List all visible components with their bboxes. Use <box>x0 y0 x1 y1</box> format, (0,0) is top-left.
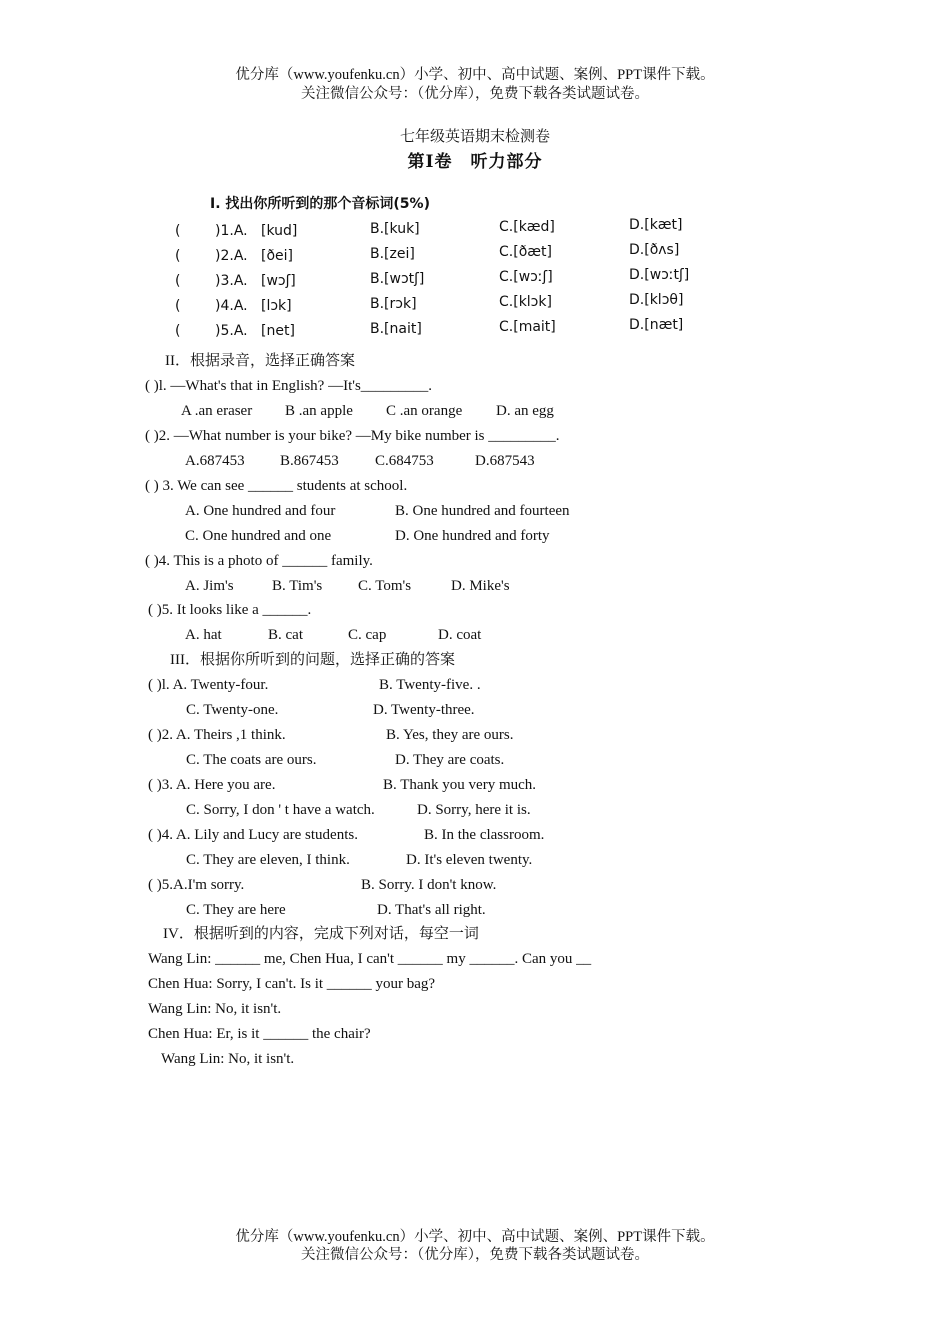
answer-paren: ( <box>175 298 181 314</box>
row-number: )4.A. <box>215 298 248 314</box>
option-c: C. They are eleven, I think. <box>186 852 350 868</box>
option-b: B.[zei] <box>370 246 415 262</box>
option-b: B.[kuk] <box>370 221 420 237</box>
option-d: D.[ðʌs] <box>629 242 680 258</box>
option-d: D. That's all right. <box>377 902 486 918</box>
answer-paren: ( <box>175 248 181 264</box>
option-b: B.[rɔk] <box>370 296 417 312</box>
row-number: )1.A. <box>215 223 248 239</box>
option-b: B.867453 <box>280 453 339 469</box>
option-c: C. They are here <box>186 902 286 918</box>
option-a: A. Jim's <box>185 578 234 594</box>
question-2-1: ( )l. —What's that in English? —It's_________. <box>145 378 433 394</box>
section-4-heading: IV．根据听到的内容，完成下列对话，每空一词 <box>163 926 479 942</box>
option-c: C.[kæd] <box>499 219 555 235</box>
row-number: )5.A. <box>215 323 248 339</box>
option-a: A. One hundred and four <box>185 503 336 519</box>
option-d: D.[næt] <box>629 317 684 333</box>
section-1-heading: Ⅰ. 找出你所听到的那个音标词(5%) <box>210 196 430 212</box>
option-c: C .an orange <box>386 403 463 419</box>
option-c: C. Twenty-one. <box>186 702 279 718</box>
option-a: [wɔʃ] <box>261 273 296 289</box>
question-3-1: ( )l. A. Twenty-four. <box>148 677 269 693</box>
option-d: D. One hundred and forty <box>395 528 550 544</box>
option-a: [net] <box>261 323 295 339</box>
option-d: D. Twenty-three. <box>373 702 475 718</box>
option-d: D. They are coats. <box>395 752 505 768</box>
dialogue-line: Chen Hua: Sorry, I can't. Is it ______ your bag? <box>148 976 436 992</box>
option-b: B.[nait] <box>370 321 422 337</box>
question-3-2: ( )2. A. Theirs ,1 think. <box>148 727 286 743</box>
option-c: C.684753 <box>375 453 434 469</box>
option-b: B. Yes, they are ours. <box>386 727 514 743</box>
answer-paren: ( <box>175 323 181 339</box>
section-3-heading: III．根据你所听到的问题，选择正确的答案 <box>170 652 455 668</box>
option-c: C. The coats are ours. <box>186 752 317 768</box>
part-title: 第Ⅰ卷 听力部分 <box>407 152 543 171</box>
option-d: D.687543 <box>475 453 535 469</box>
answer-paren: ( <box>175 273 181 289</box>
option-c: C.[klɔk] <box>499 294 552 310</box>
question-2-4: ( )4. This is a photo of ______ family. <box>145 553 373 569</box>
dialogue-line: Wang Lin: No, it isn't. <box>161 1051 295 1067</box>
option-d: D. coat <box>438 627 482 643</box>
dialogue-line: Wang Lin: No, it isn't. <box>148 1001 282 1017</box>
option-b: B. Tim's <box>272 578 323 594</box>
option-b: B .an apple <box>285 403 353 419</box>
option-a: [kud] <box>261 223 298 239</box>
option-c: C.[mait] <box>499 319 556 335</box>
option-b: B. In the classroom. <box>424 827 545 843</box>
question-2-5: ( )5. It looks like a ______. <box>148 602 312 618</box>
section-2-heading: II．根据录音，选择正确答案 <box>165 353 355 369</box>
option-c: C. Sorry, I don ' t have a watch. <box>186 802 375 818</box>
option-b: B. One hundred and fourteen <box>395 503 570 519</box>
option-c: C. Tom's <box>358 578 412 594</box>
dialogue-line: Wang Lin: ______ me, Chen Hua, I can't ______ my ______. Can you __ <box>148 951 592 967</box>
option-d: D. an egg <box>496 403 554 419</box>
dialogue-line: Chen Hua: Er, is it ______ the chair? <box>148 1026 371 1042</box>
option-a: [lɔk] <box>261 298 292 314</box>
answer-paren: ( <box>175 223 181 239</box>
option-c: C. One hundred and one <box>185 528 332 544</box>
option-d: D.[klɔθ] <box>629 292 684 308</box>
exam-title: 七年级英语期末检测卷 <box>399 129 550 145</box>
question-2-3: ( ) 3. We can see ______ students at school. <box>145 478 408 494</box>
option-a: A.687453 <box>185 453 245 469</box>
question-2-2: ( )2. —What number is your bike? —My bike number is _________. <box>145 428 560 444</box>
option-b: B.[wɔtʃ] <box>370 271 425 287</box>
option-d: D.[wɔːtʃ] <box>629 267 690 283</box>
row-number: )3.A. <box>215 273 248 289</box>
option-a: A .an eraser <box>181 403 253 419</box>
option-b: B. cat <box>268 627 303 643</box>
option-d: D.[kæt] <box>629 217 683 233</box>
option-b: B. Twenty-five. . <box>379 677 481 693</box>
page-footer-line-1: 优分库（www.youfenku.cn）小学、初中、高中试题、案例、PPT课件下载。 <box>235 1229 715 1245</box>
question-3-4: ( )4. A. Lily and Lucy are students. <box>148 827 358 843</box>
option-b: B. Thank you very much. <box>383 777 537 793</box>
option-b: B. Sorry. I don't know. <box>361 877 497 893</box>
page-footer-line-2: 关注微信公众号：（优分库），免费下载各类试题试卷。 <box>301 1247 649 1263</box>
option-c: C. cap <box>348 627 387 643</box>
option-d: D. It's eleven twenty. <box>406 852 533 868</box>
page-header-line-1: 优分库（www.youfenku.cn）小学、初中、高中试题、案例、PPT课件下载。 <box>235 67 715 83</box>
row-number: )2.A. <box>215 248 248 264</box>
option-c: C.[wɔːʃ] <box>499 269 553 285</box>
option-c: C.[ðæt] <box>499 244 552 260</box>
page-header-line-2: 关注微信公众号：（优分库），免费下载各类试题试卷。 <box>301 86 649 102</box>
question-3-5: ( )5.A.I'm sorry. <box>148 877 245 893</box>
option-a: A. hat <box>185 627 222 643</box>
option-a: [ðei] <box>261 248 293 264</box>
option-d: D. Sorry, here it is. <box>417 802 531 818</box>
option-d: D. Mike's <box>451 578 510 594</box>
question-3-3: ( )3. A. Here you are. <box>148 777 276 793</box>
